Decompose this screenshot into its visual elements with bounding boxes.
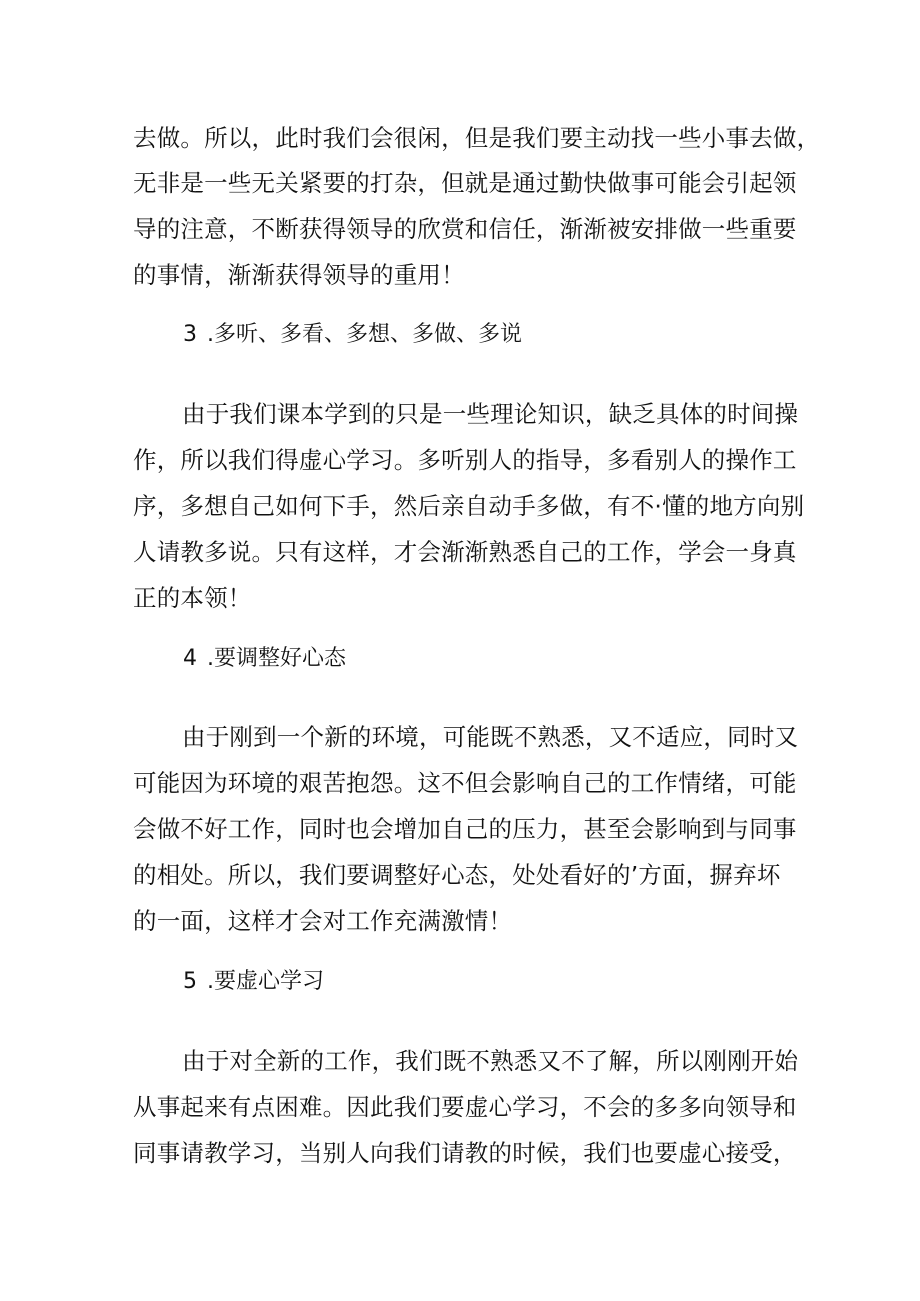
section-heading-4 [183,644,346,674]
paragraph-4-line-3: 同事请教学习，当别人向我们请教的时候，我们也要虚心接受， [133,1139,797,1167]
paragraph-1-line-3: 导的注意，不断获得领导的欣赏和信任，渐渐被安排做一些重要 [133,215,797,243]
paragraph-1-line-2: 无非是一些无关紧要的打杂，但就是通过勤快做事可能会引起领 [133,169,797,197]
paragraph-2-line-5: 正的本领！ [133,584,252,612]
paragraph-2-line-2: 作，所以我们得虚心学习。多听别人的指导，多看别人的操作工 [133,446,797,474]
paragraph-2-line-3: 序，多想自己如何下手，然后亲自动手多做，有不·懂的地方向别 [133,492,805,520]
heading-title: .要调整好心态 [207,646,346,671]
paragraph-3-line-4: 的相处。所以，我们要调整好心态，处处看好的’方面，摒弃坏 [133,861,781,889]
paragraph-4-line-1: 由于对全新的工作，我们既不熟悉又不了解，所以刚刚开始 [182,1047,799,1075]
paragraph-3-line-2: 可能因为环境的艰苦抱怨。这不但会影响自己的工作情绪，可能 [133,769,797,797]
section-heading-5 [183,967,324,997]
paragraph-4-line-2: 从事起来有点困难。因此我们要虚心学习，不会的多多向领导和 [133,1093,797,1121]
section-heading-3 [183,320,522,350]
heading-number: 5 [183,969,197,994]
paragraph-3-line-3: 会做不好工作，同时也会增加自己的压力，甚至会影响到与同事 [133,815,797,843]
heading-title: .要虚心学习 [207,969,324,994]
paragraph-2-line-4: 人请教多说。只有这样，才会渐渐熟悉自己的工作，学会一身真 [133,538,797,566]
heading-title: .多听、多看、多想、多做、多说 [207,322,522,347]
paragraph-1-line-1: 去做。所以，此时我们会很闲，但是我们要主动找一些小事去做， [133,124,821,152]
paragraph-3-line-5: 的一面，这样才会对工作充满激情！ [133,907,513,935]
paragraph-1-line-4: 的事情，渐渐获得领导的重用！ [133,261,465,289]
paragraph-3-line-1: 由于刚到一个新的环境，可能既不熟悉，又不适应，同时又 [182,723,799,751]
paragraph-2-line-1: 由于我们课本学到的只是一些理论知识，缺乏具体的时间操 [182,400,799,428]
heading-number: 4 [183,646,197,671]
heading-number: 3 [183,322,197,347]
